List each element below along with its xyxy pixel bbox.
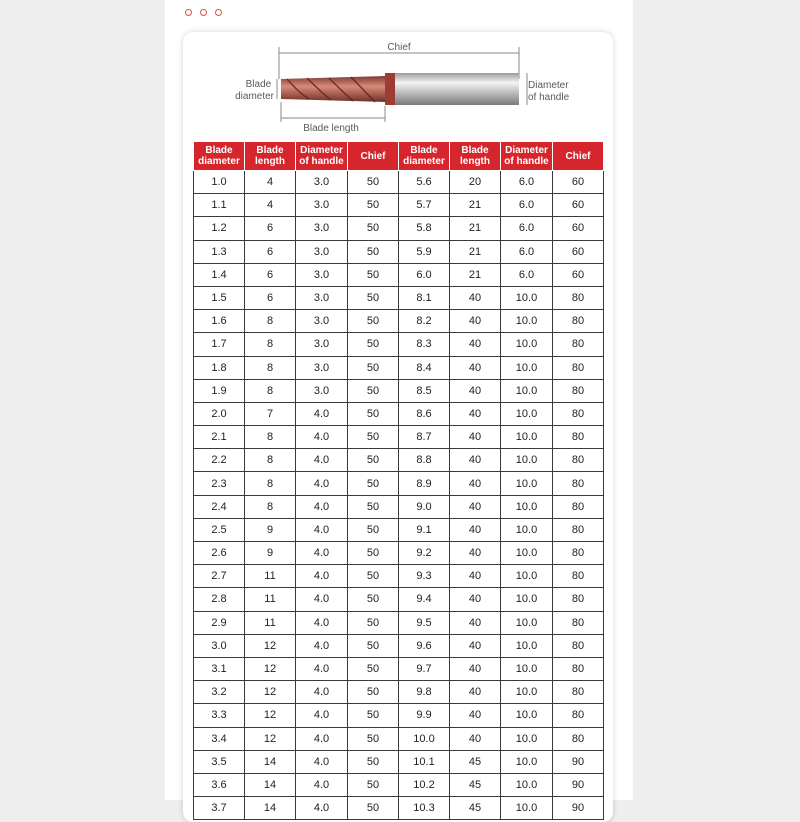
- table-cell: 80: [553, 426, 604, 449]
- table-row: [194, 495, 604, 518]
- table-cell: 4: [245, 194, 296, 217]
- table-row: [194, 449, 604, 472]
- table-cell: 9.1: [399, 518, 450, 541]
- table-cell: 40: [450, 356, 501, 379]
- table-cell: 6: [245, 217, 296, 240]
- table-cell: 2.9: [194, 611, 245, 634]
- window-dots: [185, 9, 222, 16]
- table-cell: 5.8: [399, 217, 450, 240]
- table-cell: 9.3: [399, 565, 450, 588]
- shank-shape: [391, 73, 519, 105]
- table-row: [194, 518, 604, 541]
- table-cell: 4.0: [296, 588, 348, 611]
- table-cell: 6: [245, 263, 296, 286]
- table-cell: 40: [450, 310, 501, 333]
- table-cell: 50: [348, 588, 399, 611]
- header-diameter-of-handle-2: Diameter of handle: [501, 142, 553, 171]
- table-cell: 50: [348, 217, 399, 240]
- table-cell: 10.0: [501, 681, 553, 704]
- table-row: [194, 217, 604, 240]
- table-cell: 8.5: [399, 379, 450, 402]
- table-cell: 9: [245, 518, 296, 541]
- table-cell: 14: [245, 750, 296, 773]
- table-cell: 50: [348, 426, 399, 449]
- table-cell: 4.0: [296, 704, 348, 727]
- table-cell: 80: [553, 310, 604, 333]
- table-row: [194, 171, 604, 194]
- table-row: [194, 542, 604, 565]
- table-cell: 9.8: [399, 681, 450, 704]
- table-cell: 2.5: [194, 518, 245, 541]
- table-cell: 3.2: [194, 681, 245, 704]
- table-cell: 50: [348, 773, 399, 796]
- table-cell: 10.0: [501, 286, 553, 309]
- table-cell: 40: [450, 426, 501, 449]
- table-cell: 2.8: [194, 588, 245, 611]
- table-row: [194, 704, 604, 727]
- table-cell: 1.6: [194, 310, 245, 333]
- table-cell: 6.0: [501, 217, 553, 240]
- table-cell: 50: [348, 356, 399, 379]
- table-cell: 8.3: [399, 333, 450, 356]
- table-cell: 45: [450, 797, 501, 820]
- table-cell: 7: [245, 402, 296, 425]
- table-cell: 80: [553, 657, 604, 680]
- table-cell: 14: [245, 773, 296, 796]
- table-cell: 10.0: [501, 449, 553, 472]
- blade-length-label: Blade length: [303, 123, 359, 134]
- table-cell: 10.0: [501, 634, 553, 657]
- table-cell: 10.2: [399, 773, 450, 796]
- table-cell: 21: [450, 240, 501, 263]
- table-cell: 9: [245, 542, 296, 565]
- table-cell: 10.0: [501, 379, 553, 402]
- table-cell: 10.0: [501, 797, 553, 820]
- table-cell: 1.3: [194, 240, 245, 263]
- table-row: [194, 310, 604, 333]
- table-cell: 8.2: [399, 310, 450, 333]
- table-cell: 8.1: [399, 286, 450, 309]
- table-cell: 10.0: [501, 750, 553, 773]
- table-cell: 9.4: [399, 588, 450, 611]
- table-cell: 10.0: [501, 773, 553, 796]
- table-cell: 50: [348, 518, 399, 541]
- table-cell: 2.1: [194, 426, 245, 449]
- table-cell: 50: [348, 797, 399, 820]
- table-cell: 8.9: [399, 472, 450, 495]
- table-cell: 8: [245, 333, 296, 356]
- table-cell: 3.0: [296, 217, 348, 240]
- table-cell: 1.8: [194, 356, 245, 379]
- table-cell: 4.0: [296, 634, 348, 657]
- table-cell: 5.7: [399, 194, 450, 217]
- table-cell: 3.3: [194, 704, 245, 727]
- table-row: [194, 379, 604, 402]
- table-cell: 10.0: [501, 518, 553, 541]
- table-cell: 40: [450, 588, 501, 611]
- table-cell: 90: [553, 773, 604, 796]
- table-cell: 50: [348, 565, 399, 588]
- table-cell: 4.0: [296, 797, 348, 820]
- table-cell: 50: [348, 402, 399, 425]
- table-cell: 40: [450, 286, 501, 309]
- table-cell: 80: [553, 518, 604, 541]
- table-cell: 50: [348, 286, 399, 309]
- table-cell: 10.0: [501, 657, 553, 680]
- table-cell: 12: [245, 681, 296, 704]
- table-cell: 21: [450, 263, 501, 286]
- table-cell: 80: [553, 565, 604, 588]
- table-cell: 2.4: [194, 495, 245, 518]
- table-cell: 40: [450, 634, 501, 657]
- table-cell: 2.7: [194, 565, 245, 588]
- table-cell: 1.1: [194, 194, 245, 217]
- table-row: [194, 750, 604, 773]
- table-cell: 80: [553, 472, 604, 495]
- table-cell: 50: [348, 634, 399, 657]
- table-row: [194, 657, 604, 680]
- table-cell: 80: [553, 495, 604, 518]
- table-cell: 3.0: [296, 171, 348, 194]
- table-cell: 9.2: [399, 542, 450, 565]
- table-cell: 12: [245, 704, 296, 727]
- table-cell: 12: [245, 634, 296, 657]
- table-cell: 50: [348, 542, 399, 565]
- table-cell: 9.7: [399, 657, 450, 680]
- dot-icon: [185, 9, 192, 16]
- table-cell: 90: [553, 797, 604, 820]
- table-row: [194, 333, 604, 356]
- dot-icon: [215, 9, 222, 16]
- header-chief-2: Chief: [553, 142, 604, 171]
- table-cell: 5.6: [399, 171, 450, 194]
- tool-diagram: [183, 32, 613, 142]
- table-cell: 40: [450, 542, 501, 565]
- table-cell: 80: [553, 704, 604, 727]
- blade-diameter-label-line1: Blade: [245, 79, 272, 90]
- table-cell: 8: [245, 495, 296, 518]
- table-cell: 10.0: [501, 588, 553, 611]
- table-cell: 12: [245, 657, 296, 680]
- table-cell: 80: [553, 379, 604, 402]
- table-cell: 80: [553, 542, 604, 565]
- table-cell: 10.0: [501, 356, 553, 379]
- table-cell: 3.0: [194, 634, 245, 657]
- table-cell: 6.0: [501, 194, 553, 217]
- table-row: [194, 426, 604, 449]
- table-cell: 3.0: [296, 286, 348, 309]
- table-cell: 40: [450, 472, 501, 495]
- table-cell: 4.0: [296, 426, 348, 449]
- table-cell: 40: [450, 681, 501, 704]
- table-cell: 6.0: [501, 240, 553, 263]
- table-row: [194, 727, 604, 750]
- table-cell: 6: [245, 240, 296, 263]
- table-cell: 40: [450, 495, 501, 518]
- collar-shape: [385, 73, 395, 105]
- table-cell: 20: [450, 171, 501, 194]
- table-cell: 40: [450, 402, 501, 425]
- table-cell: 80: [553, 356, 604, 379]
- table-cell: 50: [348, 240, 399, 263]
- table-cell: 12: [245, 727, 296, 750]
- table-cell: 21: [450, 217, 501, 240]
- table-cell: 8: [245, 472, 296, 495]
- table-cell: 60: [553, 171, 604, 194]
- header-blade-diameter-2: Blade diameter: [399, 142, 450, 171]
- table-cell: 4.0: [296, 518, 348, 541]
- table-row: [194, 356, 604, 379]
- table-cell: 4.0: [296, 773, 348, 796]
- table-cell: 50: [348, 310, 399, 333]
- table-row: [194, 263, 604, 286]
- table-cell: 50: [348, 750, 399, 773]
- table-cell: 10.0: [501, 310, 553, 333]
- table-cell: 60: [553, 263, 604, 286]
- table-cell: 9.0: [399, 495, 450, 518]
- table-row: [194, 194, 604, 217]
- table-cell: 2.2: [194, 449, 245, 472]
- table-cell: 80: [553, 449, 604, 472]
- svg-text:Diameter of handle: Diameter of handle: [528, 80, 570, 103]
- table-cell: 8.8: [399, 449, 450, 472]
- table-cell: 10.0: [501, 704, 553, 727]
- table-cell: 10.0: [501, 565, 553, 588]
- table-cell: 80: [553, 402, 604, 425]
- table-cell: 3.0: [296, 333, 348, 356]
- table-row: [194, 472, 604, 495]
- table-row: [194, 402, 604, 425]
- table-cell: 50: [348, 657, 399, 680]
- table-cell: 6.0: [501, 171, 553, 194]
- spec-table: [193, 141, 604, 820]
- table-cell: 9.6: [399, 634, 450, 657]
- table-cell: 10.0: [501, 611, 553, 634]
- table-cell: 2.0: [194, 402, 245, 425]
- table-cell: 4: [245, 171, 296, 194]
- table-cell: 40: [450, 565, 501, 588]
- table-cell: 8: [245, 426, 296, 449]
- table-cell: 1.7: [194, 333, 245, 356]
- table-row: [194, 286, 604, 309]
- chief-label: Chief: [387, 42, 411, 53]
- table-cell: 60: [553, 194, 604, 217]
- table-cell: 10.0: [501, 495, 553, 518]
- table-cell: 8: [245, 310, 296, 333]
- table-cell: 11: [245, 565, 296, 588]
- table-cell: 11: [245, 588, 296, 611]
- table-cell: 1.9: [194, 379, 245, 402]
- table-cell: 60: [553, 240, 604, 263]
- header-blade-length: Blade length: [245, 142, 296, 171]
- table-cell: 3.0: [296, 356, 348, 379]
- table-cell: 90: [553, 750, 604, 773]
- table-cell: 21: [450, 194, 501, 217]
- table-cell: 80: [553, 611, 604, 634]
- table-cell: 4.0: [296, 495, 348, 518]
- table-cell: 40: [450, 704, 501, 727]
- table-cell: 3.6: [194, 773, 245, 796]
- table-cell: 1.2: [194, 217, 245, 240]
- table-cell: 80: [553, 588, 604, 611]
- table-cell: 40: [450, 727, 501, 750]
- table-cell: 8.6: [399, 402, 450, 425]
- table-cell: 50: [348, 194, 399, 217]
- table-row: [194, 797, 604, 820]
- table-cell: 10.0: [501, 333, 553, 356]
- table-cell: 3.4: [194, 727, 245, 750]
- header-blade-diameter: Blade diameter: [194, 142, 245, 171]
- table-cell: 3.0: [296, 263, 348, 286]
- table-cell: 50: [348, 611, 399, 634]
- table-cell: 40: [450, 449, 501, 472]
- table-cell: 40: [450, 518, 501, 541]
- table-cell: 1.0: [194, 171, 245, 194]
- table-cell: 4.0: [296, 402, 348, 425]
- table-cell: 10.0: [501, 727, 553, 750]
- table-cell: 50: [348, 681, 399, 704]
- table-cell: 50: [348, 333, 399, 356]
- table-cell: 80: [553, 333, 604, 356]
- svg-text:Blade diameter: Blade diameter: [235, 79, 274, 102]
- table-cell: 50: [348, 472, 399, 495]
- table-cell: 1.4: [194, 263, 245, 286]
- table-cell: 80: [553, 727, 604, 750]
- table-cell: 3.7: [194, 797, 245, 820]
- table-cell: 40: [450, 657, 501, 680]
- table-cell: 10.0: [501, 542, 553, 565]
- diameter-of-handle-label-line1: Diameter: [528, 80, 569, 91]
- table-cell: 9.5: [399, 611, 450, 634]
- table-cell: 8: [245, 379, 296, 402]
- table-cell: 80: [553, 634, 604, 657]
- table-header-row: [194, 142, 604, 171]
- table-cell: 8: [245, 356, 296, 379]
- table-cell: 2.6: [194, 542, 245, 565]
- table-cell: 3.5: [194, 750, 245, 773]
- table-row: [194, 588, 604, 611]
- table-row: [194, 611, 604, 634]
- table-cell: 5.9: [399, 240, 450, 263]
- table-cell: 4.0: [296, 657, 348, 680]
- table-cell: 6.0: [399, 263, 450, 286]
- table-cell: 10.0: [501, 472, 553, 495]
- table-row: [194, 240, 604, 263]
- table-cell: 8.7: [399, 426, 450, 449]
- table-cell: 60: [553, 217, 604, 240]
- table-cell: 4.0: [296, 542, 348, 565]
- header-chief: Chief: [348, 142, 399, 171]
- table-cell: 4.0: [296, 565, 348, 588]
- table-row: [194, 634, 604, 657]
- table-cell: 10.0: [399, 727, 450, 750]
- table-cell: 10.1: [399, 750, 450, 773]
- table-cell: 14: [245, 797, 296, 820]
- table-cell: 8.4: [399, 356, 450, 379]
- table-cell: 4.0: [296, 727, 348, 750]
- table-cell: 3.0: [296, 379, 348, 402]
- table-cell: 40: [450, 611, 501, 634]
- table-row: [194, 773, 604, 796]
- dot-icon: [200, 9, 207, 16]
- table-cell: 2.3: [194, 472, 245, 495]
- table-cell: 45: [450, 773, 501, 796]
- table-cell: 45: [450, 750, 501, 773]
- table-cell: 40: [450, 333, 501, 356]
- table-cell: 50: [348, 495, 399, 518]
- table-cell: 10.0: [501, 402, 553, 425]
- table-cell: 4.0: [296, 681, 348, 704]
- table-cell: 10.3: [399, 797, 450, 820]
- table-cell: 80: [553, 286, 604, 309]
- table-cell: 80: [553, 681, 604, 704]
- table-row: [194, 565, 604, 588]
- table-cell: 4.0: [296, 449, 348, 472]
- table-cell: 50: [348, 727, 399, 750]
- table-cell: 50: [348, 379, 399, 402]
- header-blade-length-2: Blade length: [450, 142, 501, 171]
- table-cell: 50: [348, 263, 399, 286]
- table-cell: 6: [245, 286, 296, 309]
- table-cell: 40: [450, 379, 501, 402]
- table-row: [194, 681, 604, 704]
- table-cell: 9.9: [399, 704, 450, 727]
- table-cell: 4.0: [296, 750, 348, 773]
- table-cell: 50: [348, 171, 399, 194]
- table-cell: 50: [348, 704, 399, 727]
- table-cell: 3.0: [296, 310, 348, 333]
- table-cell: 3.0: [296, 194, 348, 217]
- table-cell: 1.5: [194, 286, 245, 309]
- table-cell: 4.0: [296, 472, 348, 495]
- table-cell: 6.0: [501, 263, 553, 286]
- spec-card: [183, 32, 613, 822]
- table-cell: 50: [348, 449, 399, 472]
- table-cell: 10.0: [501, 426, 553, 449]
- table-body: [194, 171, 604, 820]
- table-cell: 8: [245, 449, 296, 472]
- table-cell: 3.0: [296, 240, 348, 263]
- table-cell: 11: [245, 611, 296, 634]
- header-diameter-of-handle: Diameter of handle: [296, 142, 348, 171]
- table-cell: 3.1: [194, 657, 245, 680]
- table-cell: 4.0: [296, 611, 348, 634]
